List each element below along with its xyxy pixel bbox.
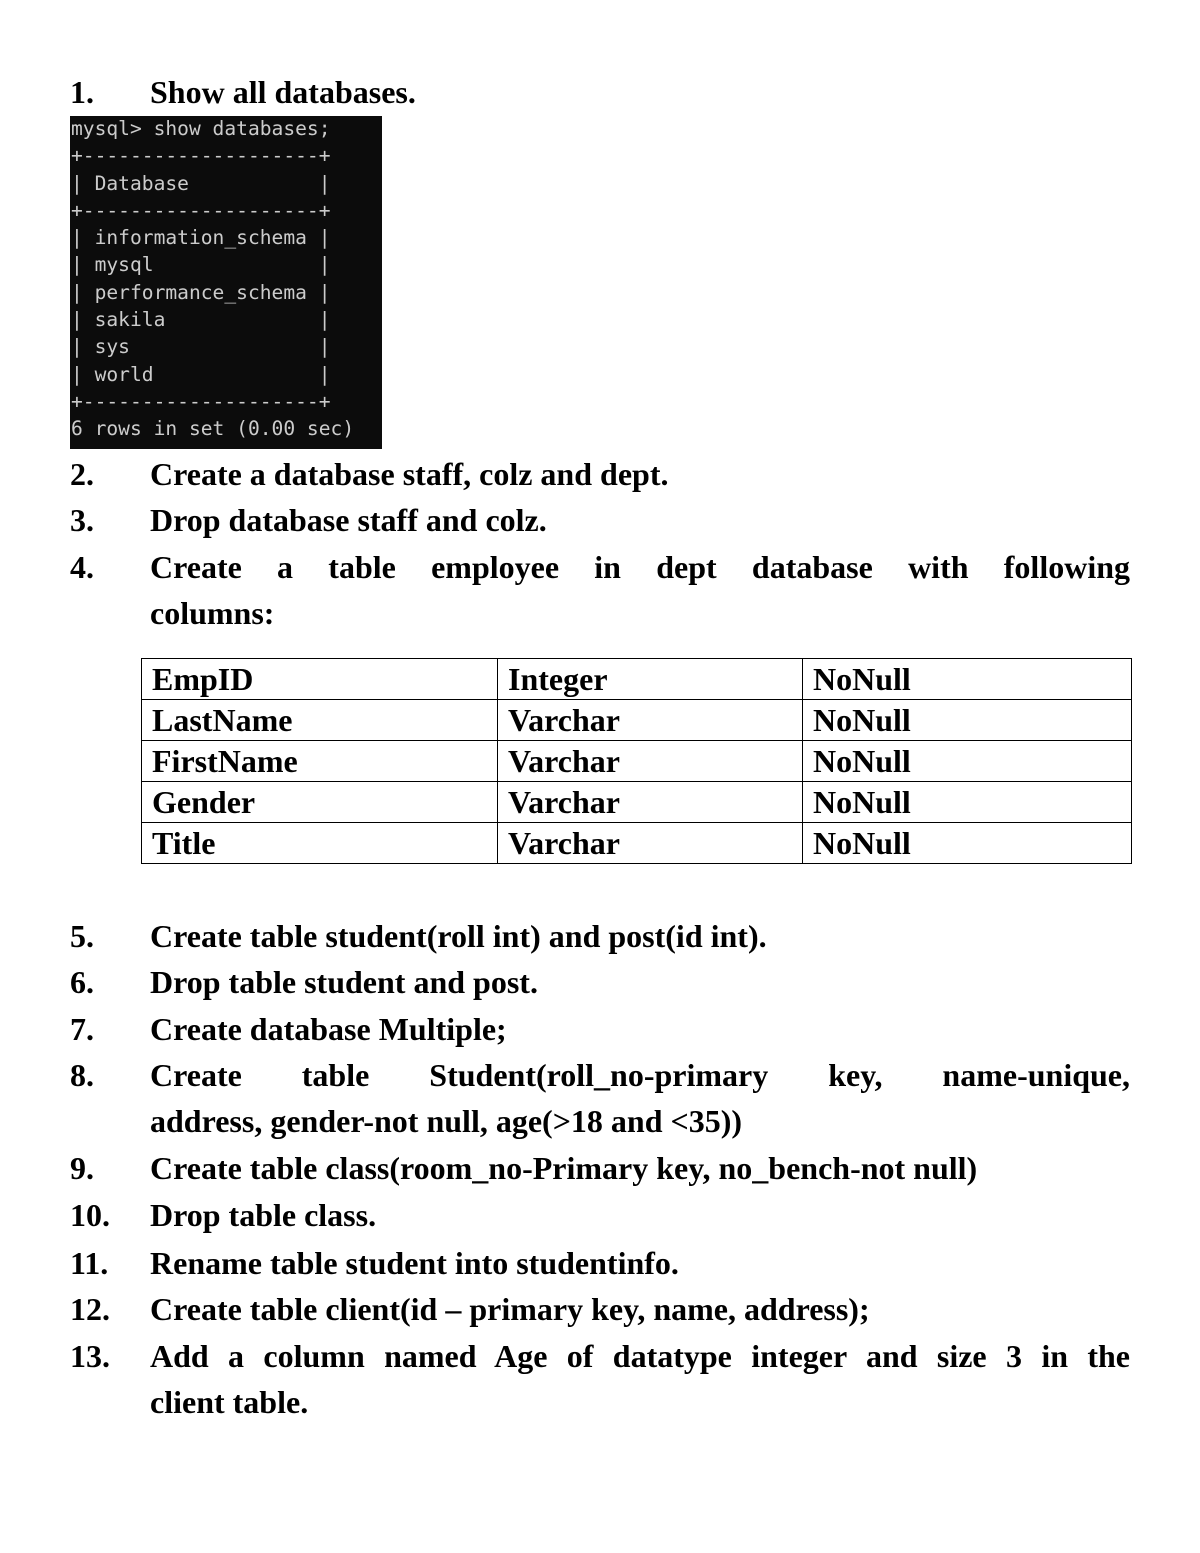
table-row <box>142 823 1132 864</box>
column-name-cell: EmpID <box>142 659 498 700</box>
terminal-line: +--------------------+ <box>71 144 331 168</box>
terminal-line: | Database | <box>71 171 331 195</box>
terminal-line: | performance_schema | <box>71 280 331 304</box>
terminal-line: | world | <box>71 362 331 386</box>
question-text-continued: client table. <box>150 1384 309 1420</box>
terminal-line: | sys | <box>71 335 331 359</box>
question-text: Drop table class. <box>150 1197 377 1233</box>
data-type-cell: Varchar <box>498 782 803 823</box>
question-number: 2. <box>70 456 94 492</box>
question-text: Create database Multiple; <box>150 1011 507 1047</box>
table-row <box>142 741 1132 782</box>
constraint-cell: NoNull <box>803 741 1132 782</box>
table-row <box>142 659 1132 700</box>
terminal-line: | mysql | <box>71 253 331 277</box>
question-number: 1. <box>70 74 94 110</box>
question-text-continued: address, gender-not null, age(>18 and <35)) <box>150 1103 743 1139</box>
question-number: 13. <box>70 1338 110 1374</box>
terminal-line: | sakila | <box>71 308 331 332</box>
question-number: 9. <box>70 1150 94 1186</box>
terminal-line: 6 rows in set (0.00 sec) <box>71 417 355 441</box>
question-number: 10. <box>70 1197 110 1233</box>
constraint-cell: NoNull <box>803 659 1132 700</box>
constraint-cell: NoNull <box>803 782 1132 823</box>
question-text: Drop database staff and colz. <box>150 502 547 538</box>
column-name-cell: Title <box>142 823 498 864</box>
column-name-cell: LastName <box>142 700 498 741</box>
data-type-cell: Varchar <box>498 700 803 741</box>
terminal-line: mysql> show databases; <box>71 117 331 140</box>
terminal-line: +--------------------+ <box>71 389 331 413</box>
terminal-line: | information_schema | <box>71 226 331 250</box>
question-number: 6. <box>70 964 94 1000</box>
constraint-cell: NoNull <box>803 823 1132 864</box>
question-number: 3. <box>70 502 94 538</box>
question-text: Rename table student into studentinfo. <box>150 1245 679 1281</box>
question-number: 11. <box>70 1245 109 1281</box>
question-number: 4. <box>70 549 94 585</box>
question-text: Create a database staff, colz and dept. <box>150 456 669 492</box>
question-text-continued: columns: <box>150 595 275 631</box>
employee-columns-table <box>141 658 1132 864</box>
table-row <box>142 700 1132 741</box>
question-number: 7. <box>70 1011 94 1047</box>
question-text: Drop table student and post. <box>150 964 538 1000</box>
column-name-cell: FirstName <box>142 741 498 782</box>
question-text: Create a table employee in dept database with following <box>150 549 1130 585</box>
question-text: Create table client(id – primary key, name, address); <box>150 1291 870 1327</box>
question-text: Show all databases. <box>150 74 416 110</box>
question-number: 8. <box>70 1057 94 1093</box>
terminal-line: +--------------------+ <box>71 198 331 222</box>
data-type-cell: Integer <box>498 659 803 700</box>
question-text: Add a column named Age of datatype integer and size 3 in the <box>150 1338 1130 1374</box>
constraint-cell: NoNull <box>803 700 1132 741</box>
table-row <box>142 782 1132 823</box>
data-type-cell: Varchar <box>498 823 803 864</box>
question-number: 12. <box>70 1291 110 1327</box>
data-type-cell: Varchar <box>498 741 803 782</box>
column-name-cell: Gender <box>142 782 498 823</box>
question-text: Create table class(room_no-Primary key, no_bench-not null) <box>150 1150 978 1186</box>
question-text: Create table Student(roll_no-primary key, name-unique, <box>150 1057 1130 1093</box>
mysql-terminal-output <box>70 116 382 449</box>
terminal-text <box>70 116 382 443</box>
question-number: 5. <box>70 918 94 954</box>
question-text: Create table student(roll int) and post(id int). <box>150 918 767 954</box>
